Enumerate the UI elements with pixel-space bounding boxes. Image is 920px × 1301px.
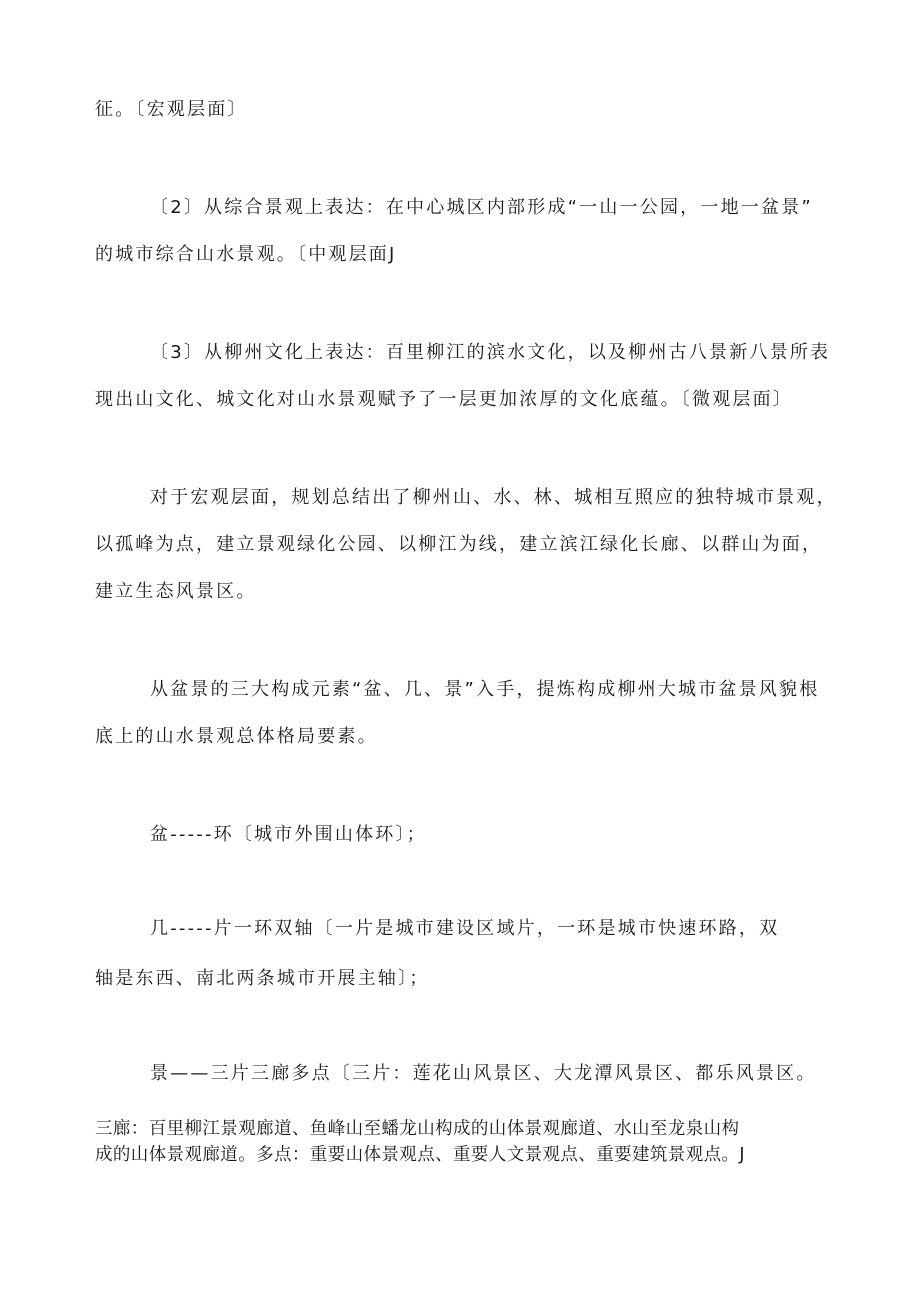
text-line: 〔2〕从综合景观上表达：在中心城区内部形成“一山一公园，一地一盆景”	[150, 197, 813, 218]
text-line: 成的山体景观廊道。多点：重要山体景观点、重要人文景观点、重要建筑景观点。J	[95, 1145, 745, 1165]
text-line: 盆-----环〔城市外围山体环〕；	[150, 824, 427, 845]
text-line: 从盆景的三大构成元素“盆、几、景”入手，提炼构成柳州大城市盆景风貌根	[150, 679, 820, 700]
text-line: 以孤峰为点，建立景观绿化公园、以柳江为线，建立滨江绿化长廊、以群山为面，	[95, 534, 823, 555]
text-line: 建立生态风景区。	[95, 581, 257, 602]
text-line: 轴是东西、南北两条城市开展主轴〕；	[95, 968, 430, 989]
text-line: 现出山文化、城文化对山水景观赋予了一层更加浓厚的文化底蕴。〔微观层面〕	[95, 389, 793, 410]
text-line: 对于宏观层面，规划总结出了柳州山、水、林、城相互照应的独特城市景观，	[150, 487, 837, 508]
text-line: 的城市综合山水景观。〔中观层面J	[95, 244, 397, 265]
text-line: 征。〔宏观层面〕	[95, 99, 248, 120]
text-line: 三廊：百里柳江景观廊道、鱼峰山至蟠龙山构成的山体景观廊道、水山至龙泉山构	[95, 1119, 740, 1139]
text-line: 底上的山水景观总体格局要素。	[95, 726, 378, 747]
text-line: 景——三片三廊多点〔三片：莲花山风景区、大龙潭风景区、都乐风景区。	[150, 1063, 817, 1084]
text-line: 〔3〕从柳州文化上表达：百里柳江的滨水文化，以及柳州古八景新八景所表	[150, 342, 831, 363]
text-line: 几-----片一环双轴〔一片是城市建设区域片，一环是城市快速环路，双	[150, 918, 780, 939]
